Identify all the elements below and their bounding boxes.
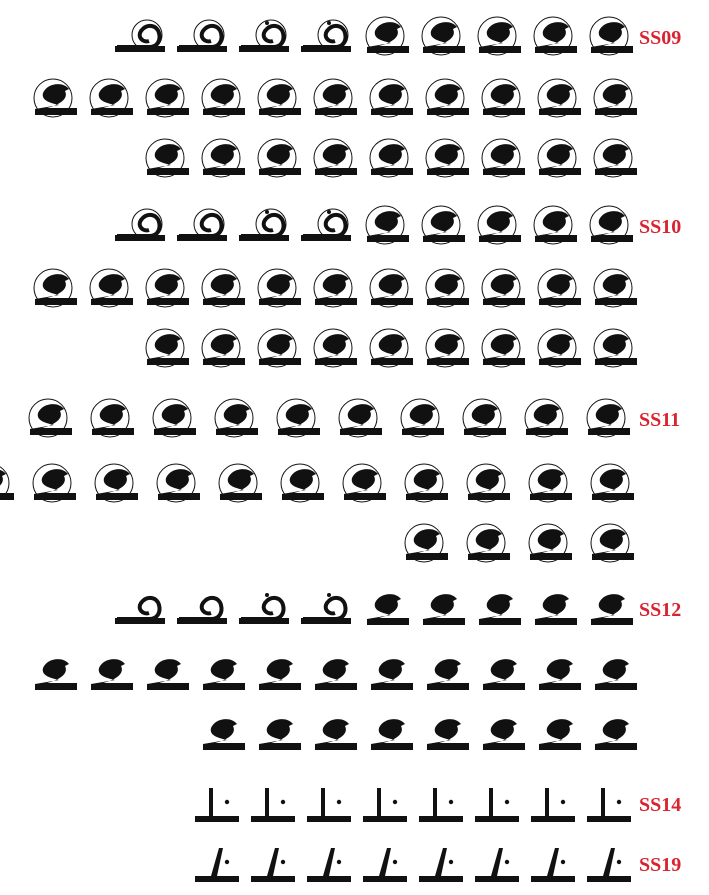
kaf-glyph <box>83 395 139 445</box>
kaf-glyph <box>309 75 359 125</box>
ta-glyph <box>361 842 411 888</box>
kaf-glyph <box>529 202 579 252</box>
ta-glyph <box>417 842 467 888</box>
kaf-glyph <box>477 265 527 315</box>
kaf-glyph <box>253 265 303 315</box>
stylistic-set-label: SS14 <box>639 793 682 816</box>
dad-glyph <box>299 202 355 252</box>
kaf-glyph <box>477 650 527 700</box>
kaf-glyph <box>417 13 467 63</box>
specimen-row <box>29 70 709 130</box>
kaf-glyph <box>253 75 303 125</box>
kaf-glyph <box>421 650 471 700</box>
ta-glyph <box>249 782 299 828</box>
ta-glyph <box>529 782 579 828</box>
kaf-glyph <box>459 460 515 510</box>
kaf-glyph <box>589 135 639 185</box>
glyph-run <box>141 325 639 375</box>
dad-glyph <box>299 13 355 63</box>
ta-glyph <box>249 842 299 888</box>
glyph-run <box>193 782 635 828</box>
kaf-glyph <box>0 460 19 510</box>
kaf-glyph <box>421 265 471 315</box>
sad-glyph <box>175 202 231 252</box>
kaf-glyph <box>141 75 191 125</box>
kaf-glyph <box>149 460 205 510</box>
specimen-row <box>397 515 709 575</box>
glyph-run <box>113 202 635 252</box>
kaf-glyph <box>397 520 453 570</box>
dad-glyph <box>237 13 293 63</box>
ta-glyph <box>585 782 635 828</box>
kaf-glyph <box>365 75 415 125</box>
kaf-glyph <box>253 135 303 185</box>
glyph-run <box>0 460 639 510</box>
ta-glyph <box>473 782 523 828</box>
stylistic-set-label: SS19 <box>639 853 682 876</box>
dad-glyph <box>299 585 355 635</box>
kaf-glyph <box>585 13 635 63</box>
kaf-glyph <box>29 650 79 700</box>
kaf-glyph <box>309 265 359 315</box>
specimen-row <box>113 197 709 257</box>
ta-glyph <box>473 842 523 888</box>
stylistic-set-label: SS12 <box>639 598 682 621</box>
kaf-glyph <box>589 75 639 125</box>
specimen-row <box>141 320 709 380</box>
stylistic-set-label: SS09 <box>639 26 682 49</box>
kaf-glyph <box>141 325 191 375</box>
specimen-row <box>29 260 709 320</box>
specimen-row <box>141 130 709 190</box>
kaf-glyph <box>393 395 449 445</box>
kaf-glyph <box>365 710 415 760</box>
kaf-glyph <box>477 135 527 185</box>
kaf-glyph <box>309 710 359 760</box>
kaf-glyph <box>25 460 81 510</box>
kaf-glyph <box>589 650 639 700</box>
glyph-run <box>141 135 639 185</box>
kaf-glyph <box>361 585 411 635</box>
stylistic-set-label: SS10 <box>639 215 682 238</box>
kaf-glyph <box>361 13 411 63</box>
kaf-glyph <box>585 585 635 635</box>
specimen-row <box>193 775 709 835</box>
dad-glyph <box>237 585 293 635</box>
kaf-glyph <box>417 202 467 252</box>
ta-glyph <box>417 782 467 828</box>
ta-glyph <box>585 842 635 888</box>
kaf-glyph <box>309 650 359 700</box>
kaf-glyph <box>29 75 79 125</box>
glyph-run <box>197 710 639 760</box>
kaf-glyph <box>477 325 527 375</box>
kaf-glyph <box>589 710 639 760</box>
kaf-glyph <box>197 710 247 760</box>
kaf-glyph <box>477 710 527 760</box>
kaf-glyph <box>473 202 523 252</box>
kaf-glyph <box>365 325 415 375</box>
glyph-run <box>113 13 635 63</box>
kaf-glyph <box>589 265 639 315</box>
specimen-row <box>113 580 709 640</box>
specimen-row <box>21 390 709 450</box>
kaf-glyph <box>365 135 415 185</box>
ta-glyph <box>305 782 355 828</box>
dad-glyph <box>237 202 293 252</box>
kaf-glyph <box>269 395 325 445</box>
kaf-glyph <box>85 650 135 700</box>
kaf-glyph <box>141 265 191 315</box>
kaf-glyph <box>421 75 471 125</box>
glyph-run <box>29 75 639 125</box>
kaf-glyph <box>421 710 471 760</box>
kaf-glyph <box>583 520 639 570</box>
kaf-glyph <box>459 520 515 570</box>
kaf-glyph <box>141 135 191 185</box>
kaf-glyph <box>29 265 79 315</box>
kaf-glyph <box>477 75 527 125</box>
kaf-glyph <box>361 202 411 252</box>
glyph-run <box>29 265 639 315</box>
kaf-glyph <box>533 650 583 700</box>
kaf-glyph <box>517 395 573 445</box>
kaf-glyph <box>529 13 579 63</box>
ta-glyph <box>305 842 355 888</box>
kaf-glyph <box>365 650 415 700</box>
kaf-glyph <box>253 650 303 700</box>
stylistic-set-label: SS11 <box>639 408 681 431</box>
specimen-row <box>113 8 709 68</box>
sad-glyph <box>175 13 231 63</box>
kaf-glyph <box>211 460 267 510</box>
kaf-glyph <box>455 395 511 445</box>
kaf-glyph <box>197 265 247 315</box>
kaf-glyph <box>309 325 359 375</box>
kaf-glyph <box>253 325 303 375</box>
glyph-run <box>113 585 635 635</box>
kaf-glyph <box>533 75 583 125</box>
specimen-row <box>0 455 709 515</box>
glyph-run <box>21 395 635 445</box>
sad-glyph <box>175 585 231 635</box>
sad-glyph <box>113 585 169 635</box>
kaf-glyph <box>529 585 579 635</box>
kaf-glyph <box>335 460 391 510</box>
kaf-glyph <box>365 265 415 315</box>
kaf-glyph <box>417 585 467 635</box>
kaf-glyph <box>145 395 201 445</box>
ta-glyph <box>529 842 579 888</box>
sad-glyph <box>113 13 169 63</box>
ta-glyph <box>193 842 243 888</box>
kaf-glyph <box>85 75 135 125</box>
glyph-run <box>29 650 639 700</box>
kaf-glyph <box>197 135 247 185</box>
kaf-glyph <box>197 75 247 125</box>
kaf-glyph <box>585 202 635 252</box>
kaf-glyph <box>521 520 577 570</box>
kaf-glyph <box>533 710 583 760</box>
glyph-run <box>397 520 639 570</box>
kaf-glyph <box>589 325 639 375</box>
kaf-glyph <box>533 325 583 375</box>
kaf-glyph <box>421 135 471 185</box>
kaf-glyph <box>21 395 77 445</box>
kaf-glyph <box>397 460 453 510</box>
kaf-glyph <box>273 460 329 510</box>
kaf-glyph <box>583 460 639 510</box>
specimen-row <box>29 645 709 705</box>
kaf-glyph <box>207 395 263 445</box>
specimen-row <box>193 835 709 895</box>
kaf-glyph <box>197 650 247 700</box>
kaf-glyph <box>309 135 359 185</box>
specimen-row <box>197 705 709 765</box>
glyph-run <box>193 842 635 888</box>
kaf-glyph <box>421 325 471 375</box>
kaf-glyph <box>473 13 523 63</box>
kaf-glyph <box>473 585 523 635</box>
kaf-glyph <box>533 265 583 315</box>
kaf-glyph <box>533 135 583 185</box>
sad-glyph <box>113 202 169 252</box>
kaf-glyph <box>521 460 577 510</box>
kaf-glyph <box>579 395 635 445</box>
kaf-glyph <box>141 650 191 700</box>
kaf-glyph <box>331 395 387 445</box>
kaf-glyph <box>87 460 143 510</box>
kaf-glyph <box>253 710 303 760</box>
ta-glyph <box>361 782 411 828</box>
kaf-glyph <box>197 325 247 375</box>
kaf-glyph <box>85 265 135 315</box>
ta-glyph <box>193 782 243 828</box>
